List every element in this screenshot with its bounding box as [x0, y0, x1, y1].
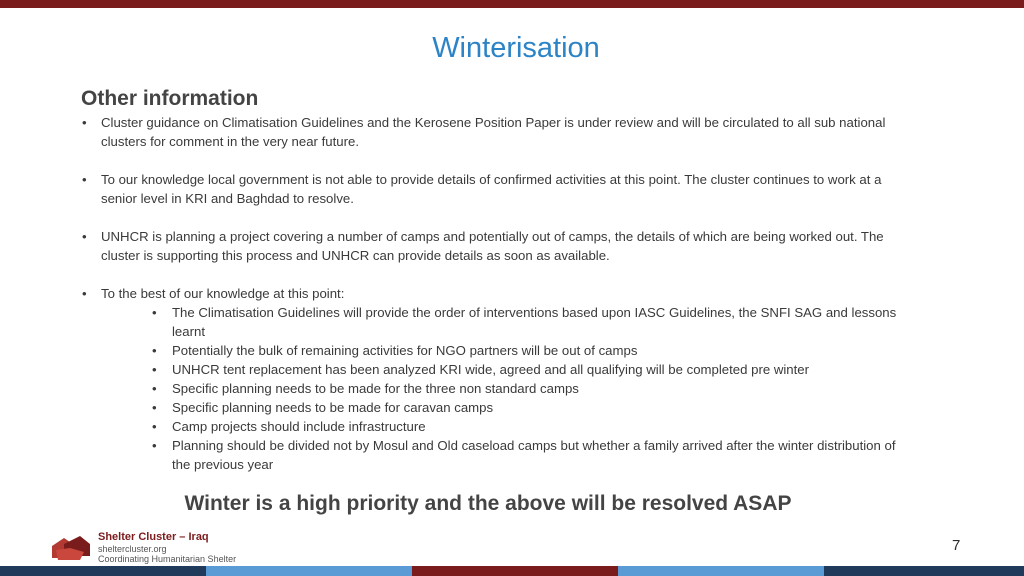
bullet-marker: •	[152, 343, 157, 358]
priority-statement: Winter is a high priority and the above will be resolved ASAP	[184, 492, 792, 515]
sub-bullet-text: Specific planning needs to be made for caravan camps	[172, 400, 494, 415]
sub-bullet-item	[152, 303, 911, 341]
org-website: sheltercluster.org	[98, 544, 167, 554]
sub-bullet-text: Camp projects should include infrastructure	[172, 419, 426, 434]
sub-bullet-text: Potentially the bulk of remaining activities for NGO partners will be out of camps	[172, 343, 638, 358]
bottom-bar-segment	[824, 566, 1024, 576]
sub-bullet-item	[152, 436, 911, 474]
sub-bullet-item	[152, 341, 911, 360]
bullet-text: To our knowledge local government is not able to provide details of confirmed activities at this point. The cluster continues to work at a senior level in KRI and Baghdad to resolve.	[101, 172, 882, 206]
section-heading: Other information	[81, 87, 259, 110]
bullet-item	[81, 284, 911, 474]
bullet-text: UNHCR is planning a project covering a number of camps and potentially out of camps, the details of which are being worked out. The cluster is supporting this process and UNHCR can provide details as soon as available.	[101, 229, 884, 263]
org-tagline: Coordinating Humanitarian Shelter	[98, 554, 237, 564]
sub-bullet-text: The Climatisation Guidelines will provide the order of interventions based upon IASC Guidelines, the SNFI SAG and lessons learnt	[172, 305, 897, 339]
org-name: Shelter Cluster – Iraq	[98, 531, 209, 543]
sub-bullet-item	[152, 360, 911, 379]
sub-bullet-item	[152, 379, 911, 398]
bullet-marker: •	[82, 172, 87, 187]
bottom-bar-segment	[412, 566, 618, 576]
bullet-item	[81, 170, 911, 208]
sub-bullet-list	[152, 303, 911, 474]
sub-bullet-item	[152, 417, 911, 436]
bullet-marker: •	[82, 229, 87, 244]
bottom-bar-segment	[0, 566, 206, 576]
bottom-bar-segment	[618, 566, 824, 576]
bullet-marker: •	[152, 438, 157, 453]
top-accent-bar	[0, 0, 1024, 8]
sub-bullet-text: UNHCR tent replacement has been analyzed KRI wide, agreed and all qualifying will be completed pre winter	[172, 362, 810, 377]
sub-bullet-text: Planning should be divided not by Mosul and Old caseload camps but whether a family arrived after the winter distribution of the previous year	[172, 438, 896, 472]
hands-house-logo-icon	[50, 534, 92, 562]
bullet-marker: •	[152, 362, 157, 377]
slide-title: Winterisation	[432, 32, 600, 64]
bottom-bar-segment	[206, 566, 412, 576]
bullet-marker: •	[152, 305, 157, 320]
bullet-list	[81, 113, 911, 474]
bullet-marker: •	[82, 286, 87, 301]
bullet-marker: •	[152, 419, 157, 434]
sub-bullet-item	[152, 398, 911, 417]
bullet-item	[81, 113, 911, 151]
bottom-accent-bar	[0, 566, 1024, 576]
bullet-marker: •	[152, 400, 157, 415]
bullet-marker: •	[82, 115, 87, 130]
page-number: 7	[952, 537, 961, 554]
bullet-text: Cluster guidance on Climatisation Guidelines and the Kerosene Position Paper is under review and will be circulated to all sub national clusters for comment in the very near future.	[101, 115, 886, 149]
sub-bullet-text: Specific planning needs to be made for the three non standard camps	[172, 381, 579, 396]
bullet-marker: •	[152, 381, 157, 396]
bullet-text: To the best of our knowledge at this point:	[101, 286, 345, 301]
bullet-item	[81, 227, 911, 265]
